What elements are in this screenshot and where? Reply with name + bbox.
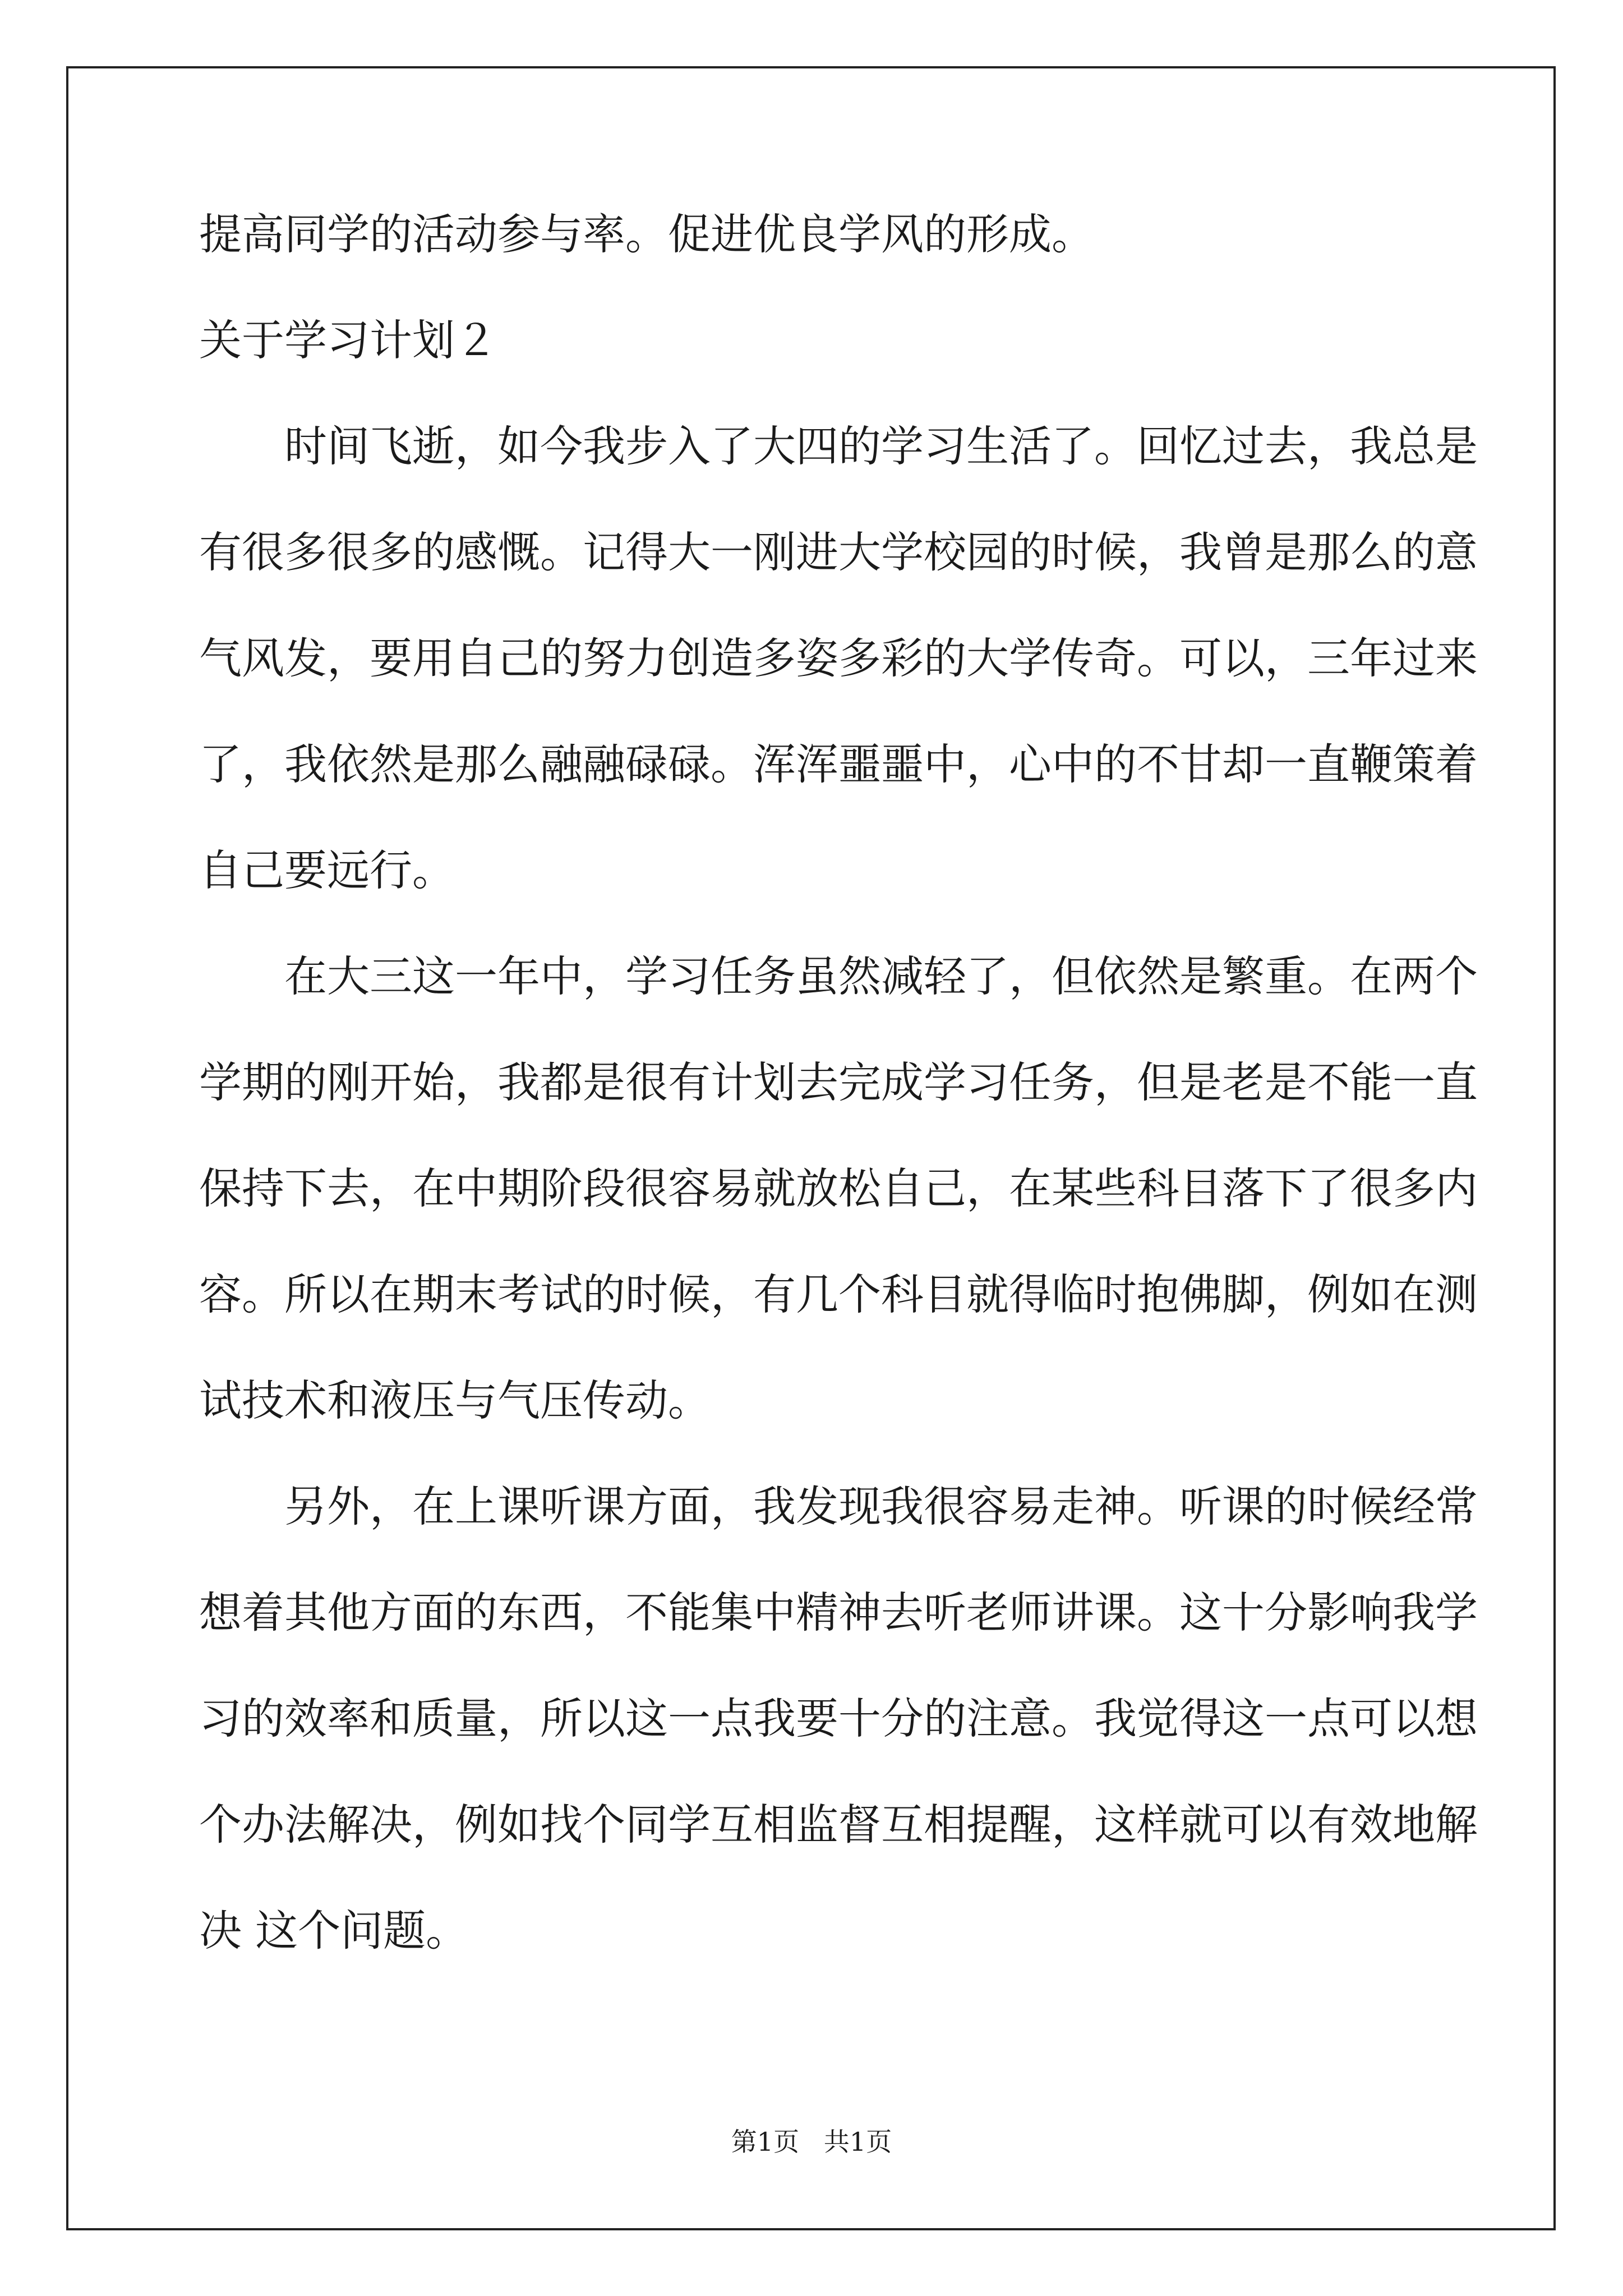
text-line: 容。所以在期末考试的时候，有几个科目就得临时抱佛脚，例如在测: [199, 1269, 1478, 1319]
text-line: 有很多很多的感慨。记得大一刚进大学校园的时候，我曾是那么的意: [199, 527, 1478, 577]
text-line: 在大三这一年中，学习任务虽然减轻了，但依然是繁重。在两个: [284, 951, 1478, 1001]
text-line: 个办法解决，例如找个同学互相监督互相提醒，这样就可以有效地解: [199, 1800, 1478, 1849]
section-heading: 关于学习计划２: [199, 315, 497, 365]
text-line: 时间飞逝，如今我步入了大四的学习生活了。回忆过去，我总是: [284, 421, 1478, 471]
text-line: 试技术和液压与气压传动。: [199, 1375, 711, 1425]
page-number: 第1页 共1页: [731, 2127, 892, 2157]
text-line: 另外，在上课听课方面，我发现我很容易走神。听课的时候经常: [284, 1481, 1478, 1531]
text-line: 想着其他方面的东西，不能集中精神去听老师讲课。这十分影响我学: [199, 1588, 1478, 1637]
text-line: 学期的刚开始，我都是很有计划去完成学习任务，但是老是不能一直: [199, 1057, 1478, 1107]
document-body: [199, 209, 1478, 2016]
text-line: 提高同学的活动参与率。促进优良学风的形成。: [199, 209, 1094, 259]
text-line: 决 这个问题。: [199, 1906, 469, 1955]
page-footer: [0, 2129, 1623, 2155]
text-line: 气风发，要用自己的努力创造多姿多彩的大学传奇。可以，三年过来: [199, 633, 1478, 683]
text-line: 了，我依然是那么融融碌碌。浑浑噩噩中，心中的不甘却一直鞭策着: [199, 739, 1478, 789]
text-line: 自己要远行。: [199, 845, 455, 895]
text-line: 保持下去，在中期阶段很容易就放松自己，在某些科目落下了很多内: [199, 1163, 1478, 1213]
text-line: 习的效率和质量，所以这一点我要十分的注意。我觉得这一点可以想: [199, 1694, 1478, 1743]
